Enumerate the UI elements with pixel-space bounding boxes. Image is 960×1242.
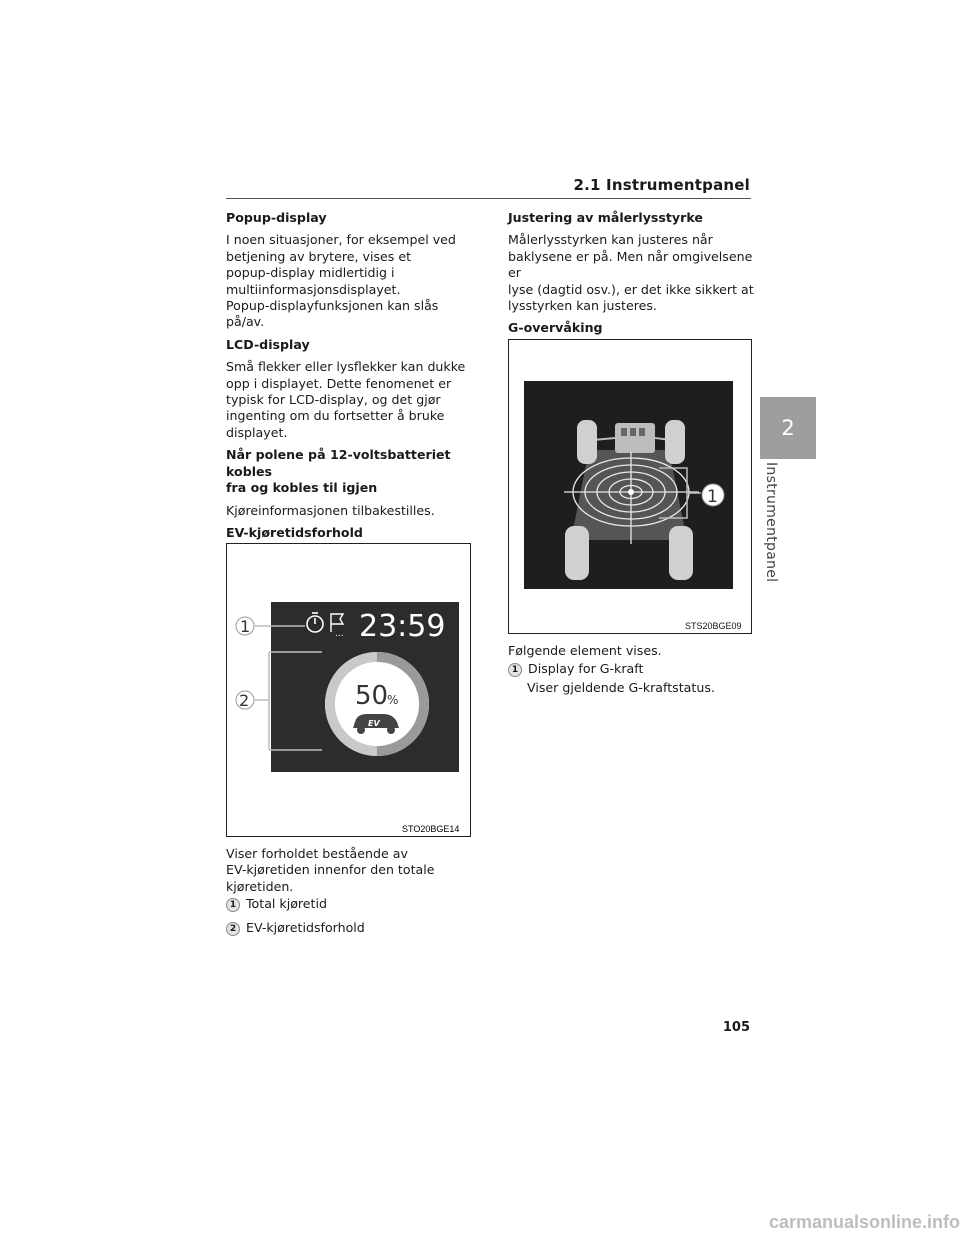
text-line: typisk for LCD-display, og det gjør: [226, 392, 441, 408]
callout-1-label: 1: [707, 487, 718, 507]
callout-1-label: 1: [240, 617, 251, 636]
list-item-text: Display for G-kraft: [528, 661, 644, 676]
wheel-rear-right: [669, 526, 693, 580]
text-line: Målerlysstyrken kan justeres når: [508, 232, 713, 248]
text-line: baklysene er på. Men når omgivelsene er: [508, 248, 753, 281]
engine-block: [615, 423, 655, 453]
time-readout: 23:59: [359, 609, 446, 644]
g-detail: Viser gjeldende G-kraftstatus.: [527, 680, 715, 695]
ev-description: [226, 846, 476, 895]
paragraph-popup: [226, 232, 476, 330]
paragraph-reset: Kjøreinformasjonen tilbakestilles.: [226, 502, 435, 518]
figure-caption: STS20BGE09: [685, 621, 742, 631]
right-column: [508, 210, 758, 337]
ev-badge-text: EV: [368, 719, 380, 728]
heading-brightness: Justering av målerlysstyrke: [508, 210, 703, 225]
number-badge: 1: [508, 663, 522, 677]
engine-cell: [630, 428, 636, 436]
text-line: EV-kjøretiden innenfor den totale: [226, 862, 435, 878]
text-line: displayet.: [226, 424, 288, 440]
text-line: Små flekker eller lysflekker kan dukke: [226, 359, 466, 375]
chapter-tab-label: Instrumentpanel: [763, 462, 779, 583]
percent-sign: %: [387, 693, 399, 707]
text-line: Viser forholdet bestående av: [226, 846, 408, 861]
wheel-front-left: [577, 420, 597, 464]
left-column: [226, 210, 476, 541]
wheel-front-right: [665, 420, 685, 464]
watermark: carmanualsonline.info: [768, 1212, 960, 1232]
text-line: opp i displayet. Dette fenomenet er: [226, 375, 452, 391]
engine-cell: [621, 428, 627, 436]
g-monitor-figure: [508, 339, 752, 634]
wheel-rear-left: [565, 526, 589, 580]
text-line: lysstyrken kan justeres.: [508, 298, 657, 314]
g-description: Følgende element vises.: [508, 643, 662, 658]
g-force-dot: [628, 489, 634, 495]
heading-battery: [226, 447, 476, 496]
list-item-text: EV-kjøretidsforhold: [246, 920, 365, 935]
text-line: Når polene på 12-voltsbatteriet kobles: [226, 447, 451, 479]
percent-value: 50: [355, 681, 389, 711]
section-title: 2.1 Instrumentpanel: [573, 176, 750, 194]
number-badge: 1: [226, 898, 240, 912]
ev-ratio-figure: [226, 543, 471, 837]
text-line: multiinformasjonsdisplayet.: [226, 281, 401, 297]
list-item: [508, 661, 643, 677]
text-line: fra og kobles til igjen: [226, 480, 378, 496]
heading-lcd-display: LCD-display: [226, 336, 310, 352]
list-item: [226, 920, 365, 936]
heading-ev-ratio: EV-kjøretidsforhold: [226, 524, 363, 540]
text-line: Popup-displayfunksjonen kan slås: [226, 298, 439, 314]
heading-popup-display: Popup-display: [226, 210, 327, 225]
paragraph-lcd: [226, 359, 476, 441]
heading-g-monitor: G-overvåking: [508, 320, 603, 336]
figure-caption: STO20BGE14: [402, 824, 460, 834]
chapter-tab: 2: [760, 397, 816, 459]
list-item: [226, 896, 327, 912]
text-line: betjening av brytere, vises et: [226, 248, 412, 264]
text-line: lyse (dagtid osv.), er det ikke sikkert at: [508, 281, 754, 297]
text-line: popup-display midlertidig i: [226, 265, 395, 281]
number-badge: 2: [226, 922, 240, 936]
text-line: I noen situasjoner, for eksempel ved: [226, 232, 456, 248]
page-number: 105: [722, 1020, 750, 1035]
text-line: ingenting om du fortsetter å bruke: [226, 408, 445, 424]
engine-cell: [639, 428, 645, 436]
chapter-tab-label-wrap: [763, 462, 785, 583]
callout-2-label: 2: [239, 691, 250, 710]
list-item-text: Total kjøretid: [246, 896, 327, 911]
ev-display-illustration: [227, 544, 470, 836]
g-force-illustration: [509, 340, 751, 633]
text-line: kjøretiden.: [226, 878, 294, 894]
header-rule: [226, 198, 751, 199]
dots-text: ...: [335, 629, 344, 639]
paragraph-brightness: [508, 232, 758, 314]
text-line: på/av.: [226, 314, 265, 330]
